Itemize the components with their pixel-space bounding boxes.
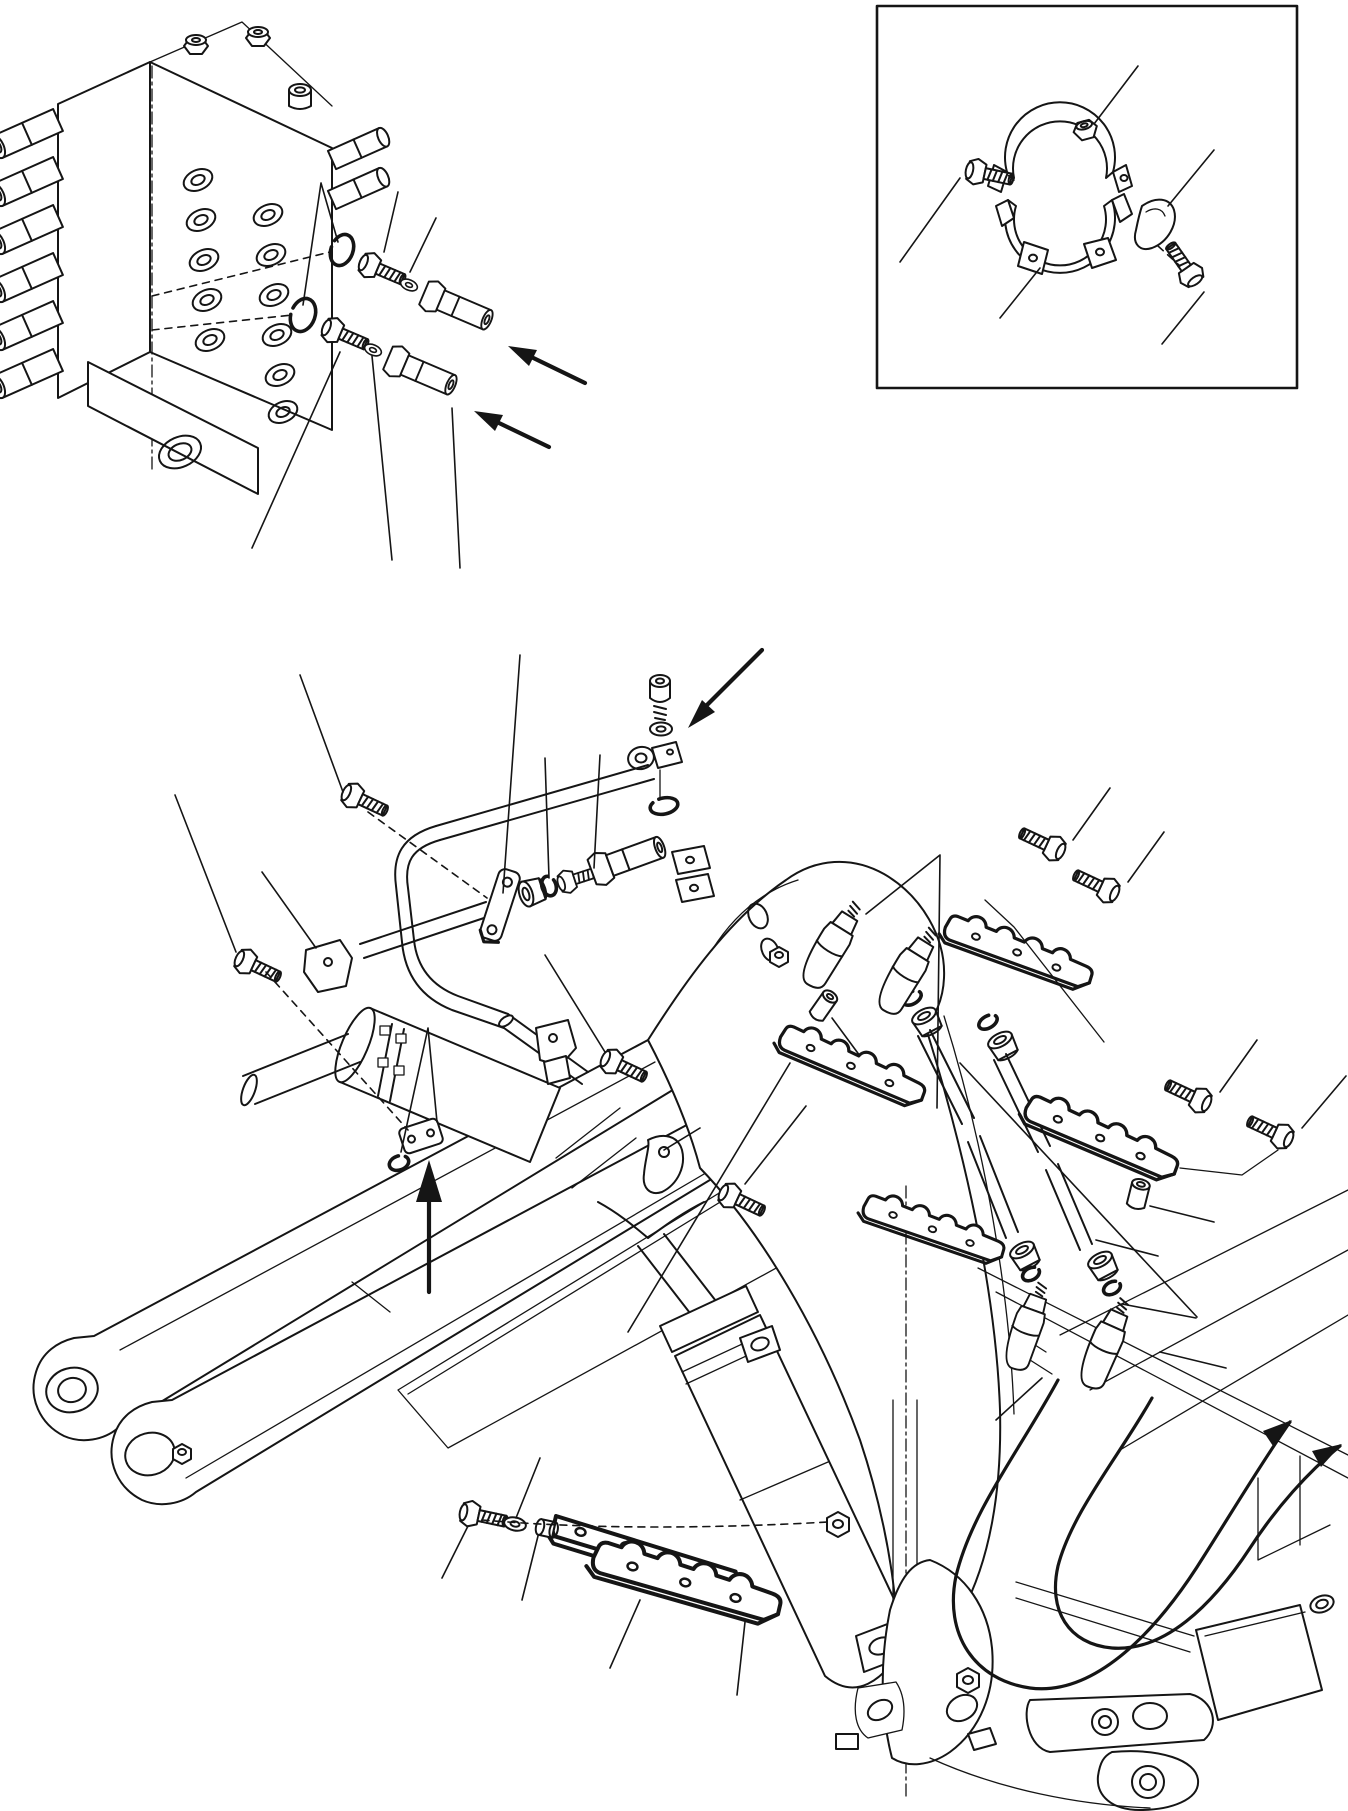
wedge-retainer	[1135, 200, 1175, 249]
hex-bolt	[1015, 821, 1070, 865]
flow-arrow-icon	[474, 411, 503, 431]
clamp-bracket	[536, 1020, 576, 1084]
flow-arrow-icon	[1312, 1444, 1342, 1467]
boom-cylinder	[238, 1003, 560, 1162]
hex-bolt	[1159, 237, 1208, 291]
socket-bolt	[457, 1499, 510, 1534]
serrated-clamp-bar	[1014, 1087, 1185, 1185]
hex-bolt	[1243, 1109, 1298, 1153]
feed-pipe-chain	[360, 830, 670, 958]
flow-arrow-icon	[508, 346, 537, 366]
serrated-clamp-bar	[582, 1532, 786, 1627]
hex-bolt	[1069, 863, 1124, 907]
clamp-pad	[477, 867, 521, 946]
clamp-half-lower	[996, 194, 1132, 274]
banjo-plate	[626, 742, 682, 772]
hex-bolt	[1161, 1073, 1216, 1117]
banjo-pipe-assembly	[436, 675, 682, 840]
detail-box-border	[877, 6, 1297, 388]
washer	[650, 723, 672, 736]
hex-bolt	[338, 779, 393, 823]
flow-arrow-icon	[688, 700, 715, 728]
swing-frame	[978, 1150, 1348, 1720]
control-valve-group	[0, 22, 585, 568]
socket-bolt	[650, 675, 670, 720]
clamp-detail-box	[877, 6, 1297, 388]
hose-adapter	[586, 830, 670, 888]
boom-assembly	[34, 846, 1348, 1810]
hex-bolt	[231, 945, 286, 989]
serrated-clamp-bar	[935, 907, 1098, 993]
o-ring	[649, 795, 680, 816]
bushing	[1126, 1177, 1151, 1210]
clamp-block	[304, 940, 352, 992]
nut	[827, 1512, 849, 1537]
control-valve-block	[0, 22, 392, 494]
washer	[503, 1515, 527, 1532]
